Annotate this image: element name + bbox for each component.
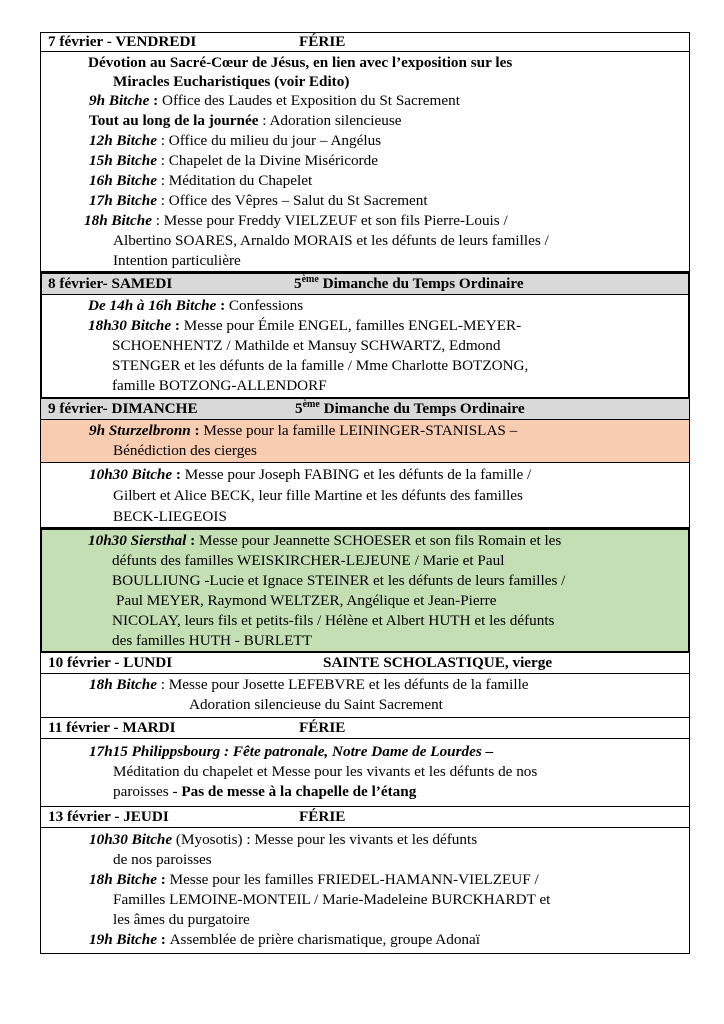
list-item-cont: Gilbert et Alice BECK, leur fille Martine et les défunts des familles xyxy=(113,487,523,504)
list-item: 10h30 Bitche (Myosotis) : Messe pour les vivants et les défunts xyxy=(89,831,478,848)
list-item: 9h Sturzelbronn : Messe pour la famille LEININGER-STANISLAS – xyxy=(89,422,518,439)
day-title: FÉRIE xyxy=(299,808,346,825)
list-item-cont: défunts des familles WEISKIRCHER-LEJEUNE / Marie et Paul xyxy=(112,552,505,569)
day-date: 9 février- DIMANCHE xyxy=(48,400,198,417)
list-item-cont: Méditation du chapelet et Messe pour les vivants et les défunts de nos xyxy=(113,763,538,780)
schedule-table xyxy=(40,32,690,954)
day-date: 13 février - JEUDI xyxy=(48,808,169,825)
intro-line: Miracles Eucharistiques (voir Edito) xyxy=(113,73,350,90)
day-header-monday xyxy=(40,653,690,674)
list-item: 18h Bitche : Messe pour Josette LEFEBVRE et les défunts de la famille xyxy=(89,676,529,693)
day-block-saturday xyxy=(42,295,688,397)
day-header-sunday xyxy=(40,399,690,420)
list-item-cont: Albertino SOARES, Arnaldo MORAIS et les défunts de leurs familles / xyxy=(113,232,549,249)
day-block-tuesday xyxy=(40,739,690,807)
day-block-friday xyxy=(40,52,690,272)
list-item-cont: les âmes du purgatoire xyxy=(113,911,250,928)
list-item: 18h30 Bitche : Messe pour Émile ENGEL, familles ENGEL-MEYER- xyxy=(88,317,522,334)
list-item-cont: famille BOTZONG-ALLENDORF xyxy=(112,377,327,394)
day-title: SAINTE SCHOLASTIQUE, vierge xyxy=(323,654,553,671)
list-item-cont: des familles HUTH - BURLETT xyxy=(112,632,312,649)
day-block-monday xyxy=(40,674,690,718)
day-date: 8 février- SAMEDI xyxy=(48,275,173,292)
entry-sturzelbronn xyxy=(40,420,690,463)
day-title: 5ème Dimanche du Temps Ordinaire xyxy=(295,398,525,417)
list-item-cont: NICOLAY, leurs fils et petits-fils / Hélène et Albert HUTH et les défunts xyxy=(112,612,555,629)
list-item: 9h Bitche : Office des Laudes et Exposition du St Sacrement xyxy=(89,92,460,109)
day-header-friday xyxy=(40,32,690,52)
list-item-cont: BOULLIUNG -Lucie et Ignace STEINER et les défunts de leurs familles / xyxy=(112,572,566,589)
list-item: De 14h à 16h Bitche : Confessions xyxy=(88,297,304,314)
entry-siersthal xyxy=(40,528,690,653)
day-box-saturday xyxy=(40,272,690,399)
entry-bitche-sunday xyxy=(40,463,690,528)
day-title: 5ème Dimanche du Temps Ordinaire xyxy=(294,273,524,292)
list-item: 12h Bitche : Office du milieu du jour – Angélus xyxy=(89,132,382,149)
list-item: 19h Bitche : Assemblée de prière charismatique, groupe Adonaï xyxy=(89,931,480,948)
list-item-cont: SCHOENHENTZ / Mathilde et Mansuy SCHWARTZ, Edmond xyxy=(112,337,501,354)
list-item: Tout au long de la journée : Adoration silencieuse xyxy=(89,112,402,129)
list-item-cont: Familles LEMOINE-MONTEIL / Marie-Madeleine BURCKHARDT et xyxy=(113,891,551,908)
list-item: 17h15 Philippsbourg : Fête patronale, Notre Dame de Lourdes – xyxy=(89,743,494,760)
day-header-saturday xyxy=(42,274,688,295)
list-item-cont: Bénédiction des cierges xyxy=(113,442,257,459)
list-item-cont: paroisses - Pas de messe à la chapelle de l’étang xyxy=(113,783,417,800)
day-date: 11 février - MARDI xyxy=(48,719,176,736)
list-item-cont: Intention particulière xyxy=(113,252,241,269)
list-item: 15h Bitche : Chapelet de la Divine Miséricorde xyxy=(89,152,378,169)
list-item-cont: Adoration silencieuse du Saint Sacrement xyxy=(189,696,443,713)
day-title: FÉRIE xyxy=(299,719,346,736)
day-header-thursday xyxy=(40,807,690,828)
list-item-cont: STENGER et les défunts de la famille / Mme Charlotte BOTZONG, xyxy=(112,357,529,374)
day-block-thursday xyxy=(40,828,690,954)
list-item: 16h Bitche : Méditation du Chapelet xyxy=(89,172,313,189)
day-date: 10 février - LUNDI xyxy=(48,654,173,671)
list-item-cont: Paul MEYER, Raymond WELTZER, Angélique et Jean-Pierre xyxy=(116,592,497,609)
intro-line: Dévotion au Sacré-Cœur de Jésus, en lien avec l’exposition sur les xyxy=(88,54,513,71)
list-item: 10h30 Siersthal : Messe pour Jeannette SCHOESER et son fils Romain et les xyxy=(88,532,562,549)
list-item-cont: BECK-LIEGEOIS xyxy=(113,508,227,525)
day-date: 7 février - VENDREDI xyxy=(48,33,197,50)
list-item: 17h Bitche : Office des Vêpres – Salut du St Sacrement xyxy=(89,192,428,209)
list-item: 18h Bitche : Messe pour les familles FRIEDEL-HAMANN-VIELZEUF / xyxy=(89,871,539,888)
day-title: FÉRIE xyxy=(299,33,346,50)
list-item: 10h30 Bitche : Messe pour Joseph FABING et les défunts de la famille / xyxy=(89,466,532,483)
day-header-tuesday xyxy=(40,718,690,739)
list-item: 18h Bitche : Messe pour Freddy VIELZEUF et son fils Pierre-Louis / xyxy=(84,212,508,229)
list-item-cont: de nos paroisses xyxy=(113,851,212,868)
